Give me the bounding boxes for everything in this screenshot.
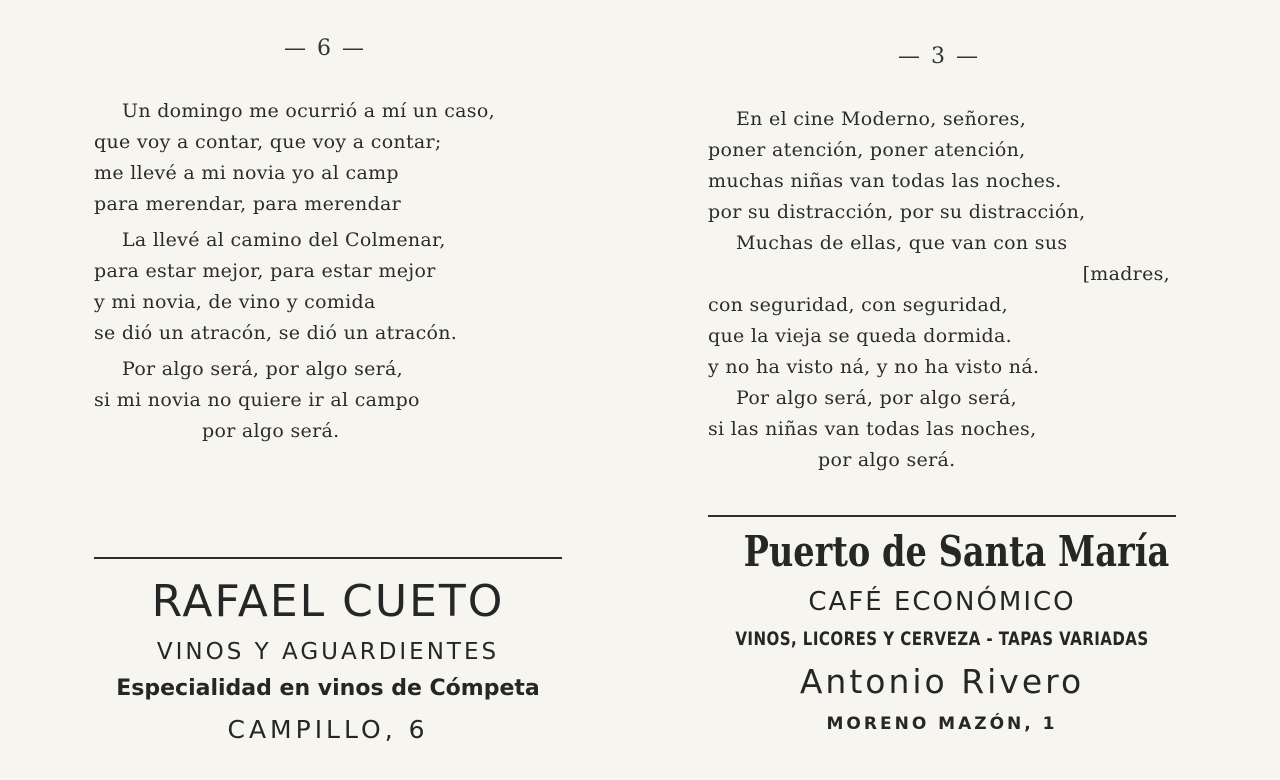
ad-business-name: RAFAEL CUETO — [151, 576, 505, 627]
divider-rule — [708, 515, 1176, 517]
poem-line: muchas niñas van todas las noches. — [708, 170, 1062, 192]
poem-line: por su distracción, por su distracción, — [708, 201, 1086, 223]
poem-right — [708, 104, 1178, 476]
poem-line: poner atención, poner atención, — [708, 139, 1026, 161]
page-number: — 6 — — [284, 36, 366, 61]
ad-owner-name: Antonio Rivero — [799, 662, 1085, 701]
ad-cafe-name: CAFÉ ECONÓMICO — [808, 587, 1076, 617]
poem-line: se dió un atracón, se dió un atracón. — [94, 322, 458, 344]
poem-line: para estar mejor, para estar mejor — [94, 260, 436, 282]
divider-rule — [94, 557, 562, 559]
ad-title: Puerto de Santa María — [743, 527, 1170, 576]
poem-line: me llevé a mi novia yo al camp — [94, 162, 399, 184]
advertisement-rafael-cueto — [94, 572, 562, 752]
poem-line: por algo será. — [818, 449, 956, 471]
ad-specialty: Especialidad en vinos de Cómpeta — [116, 676, 540, 701]
right-page — [640, 0, 1280, 780]
poem-line: si mi novia no quiere ir al campo — [94, 389, 420, 411]
ad-products: VINOS, LICORES Y CERVEZA - TAPAS VARIADAS — [735, 628, 1149, 650]
poem-line: para merendar, para merendar — [94, 193, 402, 215]
poem-left — [94, 96, 574, 447]
poem-line: si las niñas van todas las noches, — [708, 418, 1037, 440]
advertisement-puerto-santa-maria — [694, 522, 1190, 740]
poem-line: La llevé al camino del Colmenar, — [122, 229, 446, 251]
poem-line: que voy a contar, que voy a contar; — [94, 131, 442, 153]
poem-line: En el cine Moderno, señores, — [736, 108, 1027, 130]
poem-line: que la vieja se queda dormida. — [708, 325, 1012, 347]
page-number: — 3 — — [898, 44, 980, 69]
poem-line: [madres, — [1082, 263, 1170, 285]
poem-line: Un domingo me ocurrió a mí un caso, — [122, 100, 495, 122]
poem-line: y mi novia, de vino y comida — [94, 291, 376, 313]
poem-line: por algo será. — [202, 420, 340, 442]
poem-line: Muchas de ellas, que van con sus — [736, 232, 1068, 254]
poem-line: y no ha visto ná, y no ha visto ná. — [708, 356, 1040, 378]
ad-address: MORENO MAZÓN, 1 — [826, 714, 1058, 734]
poem-line: Por algo será, por algo será, — [736, 387, 1018, 409]
ad-address: CAMPILLO, 6 — [227, 715, 429, 744]
poem-line: Por algo será, por algo será, — [122, 358, 404, 380]
poem-line: con seguridad, con seguridad, — [708, 294, 1008, 316]
ad-subtitle: VINOS Y AGUARDIENTES — [156, 639, 500, 665]
